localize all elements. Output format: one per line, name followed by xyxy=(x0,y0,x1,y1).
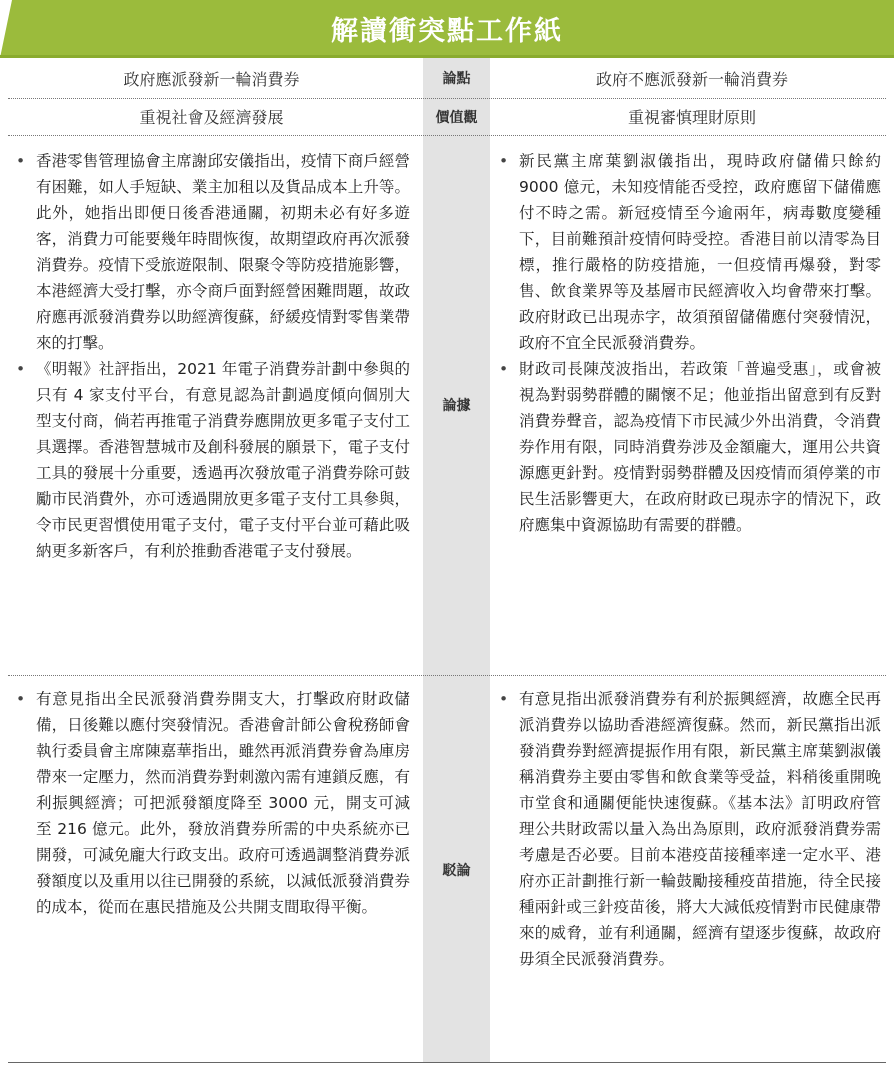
list-item: • 有意見指出全民派發消費券開支大，打擊政府財政儲備，日後難以應付突發情況。香港會計師公會稅務師會執行委員會主席陳嘉華指出，雖然再派消費券會為庫房帶來一定壓力，然而消費券對刺激內需有連鎖反應，有利振興經濟；可把派發額度降至 3000 元，開支可減至 216 億元。此外，發放消費券所需的中央系統亦已開發，可減免龐大行政支出。政府可透過調整消費券派發額度以及重用以往已開發的系統，以減低派發消費券的成本，從而在惠民措施及公共開支間取得平衡。 xyxy=(14,686,410,920)
header-pro: 政府應派發新一輪消費券 xyxy=(123,69,300,89)
divider xyxy=(8,98,886,99)
divider xyxy=(8,675,886,676)
rebuttals-label: 駁論 xyxy=(442,863,471,879)
list-item: • 新民黨主席葉劉淑儀指出，現時政府儲備只餘約 9000 億元，未知疫情能否受控，政府應留下儲備應付不時之需。新冠疫情至今逾兩年，病毒數度變種下，目前難預計疫情何時受控。香港目前以清零為目標，推行嚴格的防疫措施，一但疫情再爆發，對零售、飲食業界等及基層市民經濟收入均會帶來打擊。政府財政已出現赤字，故須預留儲備應付突發情況，政府不宜全民派發消費券。 xyxy=(497,148,881,356)
divider xyxy=(8,135,886,136)
list-item: • 香港零售管理協會主席謝邱安儀指出，疫情下商戶經營有困難，如人手短缺、業主加租以及貨品成本上升等。此外，她指出即便日後香港通關，初期未必有好多遊客，消費力可能要幾年時間恢復，故期望政府再次派發消費券。疫情下受旅遊限制、限聚令等防疫措施影響，本港經濟大受打擊，亦令商戶面對經營困難問題，故政府應再派發消費券以助經濟復蘇，紓緩疫情對零售業帶來的打擊。 xyxy=(14,148,410,356)
page-title: 解讀衝突點工作紙 xyxy=(331,16,563,47)
list-item: • 有意見指出派發消費券有利於振興經濟，故應全民再派消費券以協助香港經濟復蘇。然而，新民黨指出派發消費券對經濟提振作用有限，新民黨主席葉劉淑儀稱消費券主要由零售和飲食業等受益，料稍後重開晚市堂食和通關便能快速復蘇。《基本法》訂明政府管理公共財政需以量入為出為原則，政府派發消費券需考慮是否必要。目前本港疫苗接種率達一定水平、港府亦正計劃推行新一輪鼓勵接種疫苗措施，待全民接種兩針或三針疫苗後，將大大減低疫情對市民健康帶來的威脅，並有利通關，經濟有望逐步復蘇，故政府毋須全民派發消費券。 xyxy=(497,686,881,972)
rebuttals-con-list xyxy=(497,686,881,972)
list-item: • 財政司長陳茂波指出，若政策「普遍受惠」，或會被視為對弱勢群體的關懷不足；他並指出留意到有反對消費券聲音，認為疫情下市民減少外出消費，令消費券作用有限，同時消費券涉及金額龐大，運用公共資源應更針對。疫情對弱勢群體及因疫情而須停業的市民生活影響更大，在政府財政已現赤字的情況下，政府應集中資源協助有需要的群體。 xyxy=(497,356,881,538)
header-con: 政府不應派發新一輪消費券 xyxy=(595,69,788,89)
value-con: 重視審慎理財原則 xyxy=(627,108,756,127)
label-column xyxy=(423,58,490,1062)
header-row xyxy=(0,58,894,98)
bottom-rule xyxy=(8,1062,886,1063)
rebuttals-pro-list xyxy=(14,686,410,920)
arguments-label: 論據 xyxy=(442,398,471,414)
arguments-con-list xyxy=(497,148,881,538)
value-label: 價值觀 xyxy=(435,109,478,126)
header-label: 論點 xyxy=(442,71,471,87)
title-banner xyxy=(0,0,894,58)
value-pro: 重視社會及經濟發展 xyxy=(139,108,284,127)
arguments-pro-list xyxy=(14,148,410,564)
values-row xyxy=(0,100,894,133)
list-item: • 《明報》社評指出，2021 年電子消費券計劃中參與的只有 4 家支付平台，有意見認為計劃過度傾向個別大型支付商，倘若再推電子消費券應開放更多電子支付工具選擇。香港智慧城市及創科發展的願景下，電子支付工具的發展十分重要，透過再次發放電子消費券除可鼓勵市民消費外，亦可透過開放更多電子支付工具參與，令市民更習慣使用電子支付，電子支付平台並可藉此吸納更多新客戶，有利於推動香港電子支付發展。 xyxy=(14,356,410,564)
